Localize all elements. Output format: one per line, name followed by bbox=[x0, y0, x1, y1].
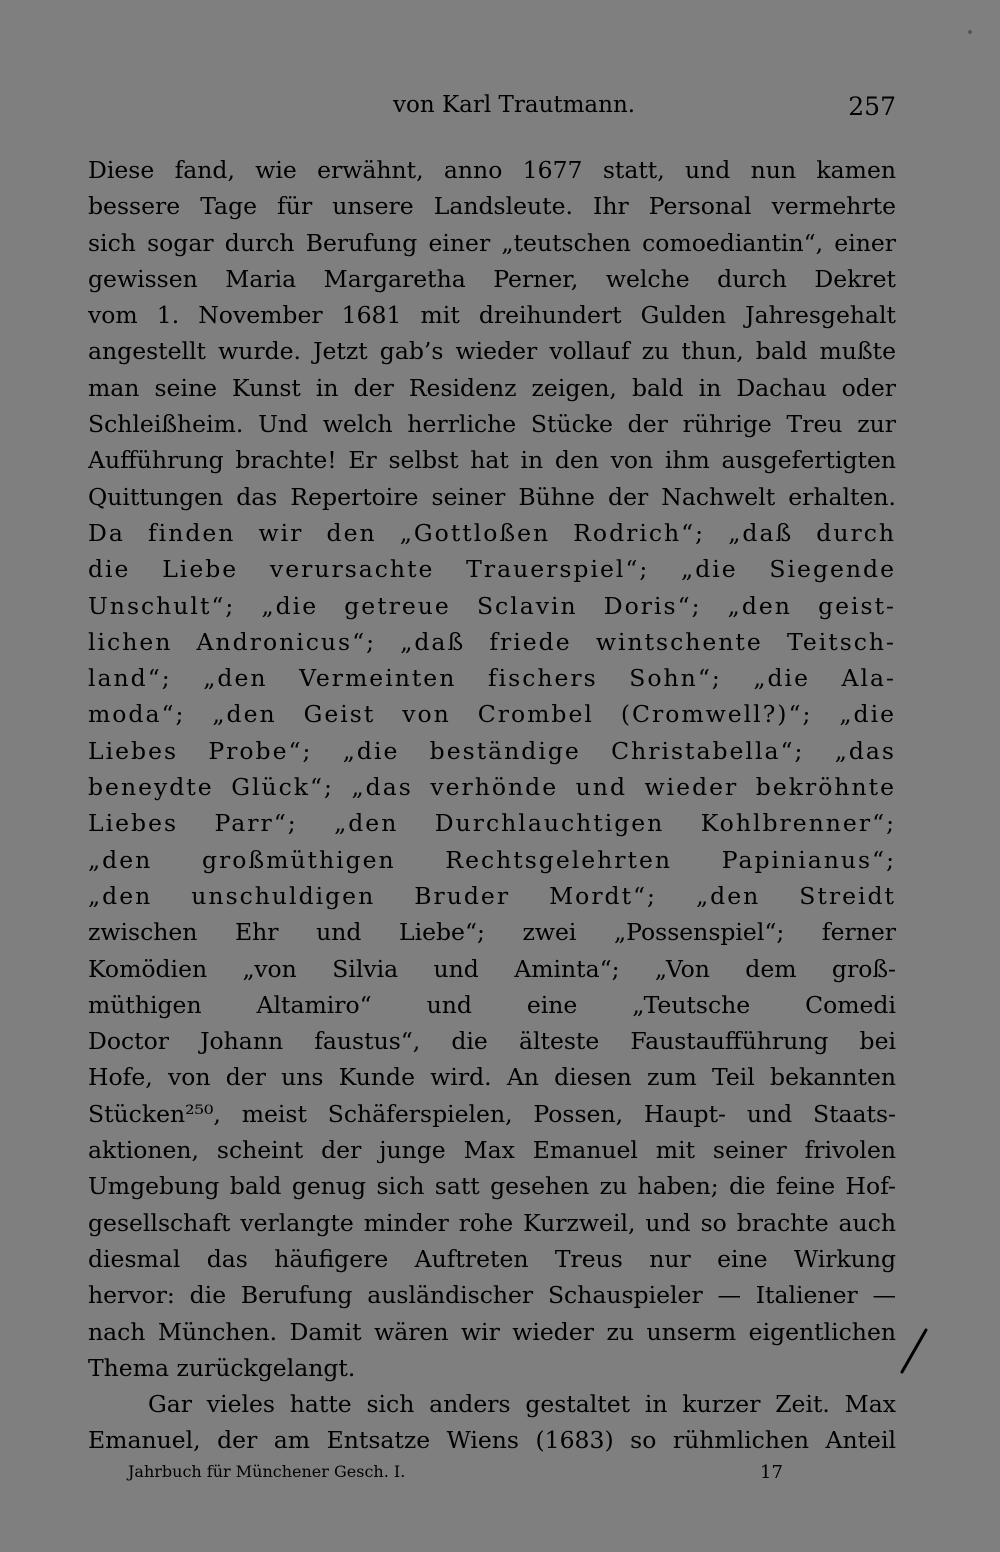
text-line: Quittungen das Repertoire seiner Bühne der Nachwelt erhalten. bbox=[88, 482, 896, 511]
running-title: von Karl Trautmann. bbox=[393, 92, 636, 118]
text-line: Liebes Parr“; „den Durchlauchtigen Kohlbrenner“; bbox=[88, 809, 896, 838]
text-line: man seine Kunst in der Residenz zeigen, bald in Dachau oder bbox=[88, 373, 896, 402]
page-footer bbox=[128, 1462, 788, 1492]
text-line: Doctor Johann faustus“, die älteste Faustaufführung bei bbox=[88, 1027, 896, 1056]
text-line: Gar vieles hatte sich anders gestaltet in kurzer Zeit. Max bbox=[148, 1390, 896, 1419]
text-line: zwischen Ehr und Liebe“; zwei „Possenspiel“; ferner bbox=[88, 918, 896, 947]
print-speck bbox=[968, 30, 972, 34]
text-line: die Liebe verursachte Trauerspiel“; „die Siegende bbox=[88, 555, 896, 584]
sheet-signature: 17 bbox=[760, 1462, 783, 1483]
text-line: Schleißheim. Und welch herrliche Stücke der rührige Treu zur bbox=[88, 410, 896, 439]
text-line: angestellt wurde. Jetzt gab’s wieder vollauf zu thun, bald mußte bbox=[88, 337, 896, 366]
page-number: 257 bbox=[848, 92, 896, 121]
text-line: hervor: die Berufung ausländischer Schauspieler — Italiener — bbox=[88, 1281, 896, 1310]
text-line: Aufführung brachte! Er selbst hat in den von ihm ausgefertigten bbox=[88, 446, 896, 475]
body-text bbox=[88, 152, 896, 1459]
text-line: „den großmüthigen Rechtsgelehrten Papinianus“; bbox=[88, 845, 896, 874]
text-line: moda“; „den Geist von Crombel (Cromwell?)“; „die bbox=[88, 700, 896, 729]
text-line: Hofe, von der uns Kunde wird. An diesen zum Teil bekannten bbox=[88, 1063, 896, 1092]
text-line: beneydte Glück“; „das verhönde und wieder bekröhnte bbox=[88, 773, 896, 802]
text-line: Liebes Probe“; „die beständige Christabella“; „das bbox=[88, 736, 896, 765]
text-line: gewissen Maria Margaretha Perner, welche durch Dekret bbox=[88, 264, 896, 293]
text-line: Unschult“; „die getreue Sclavin Doris“; „den geist- bbox=[88, 591, 896, 620]
text-line: gesellschaft verlangte minder rohe Kurzweil, und so brachte auch bbox=[88, 1208, 896, 1237]
text-line: aktionen, scheint der junge Max Emanuel mit seiner frivolen bbox=[88, 1136, 896, 1165]
text-line: lichen Andronicus“; „daß friede wintschente Teitsch- bbox=[88, 627, 896, 656]
text-line: Stücken²⁵⁰, meist Schäferspielen, Possen, Haupt- und Staats- bbox=[88, 1099, 896, 1128]
text-line: Komödien „von Silvia und Aminta“; „Von dem groß- bbox=[88, 954, 896, 983]
text-line: vom 1. November 1681 mit dreihundert Gulden Jahresgehalt bbox=[88, 301, 896, 330]
text-line: müthigen Altamiro“ und eine „Teutsche Comedi bbox=[88, 990, 896, 1019]
text-line: Thema zurückgelangt. bbox=[88, 1353, 356, 1382]
text-line: bessere Tage für unsere Landsleute. Ihr Personal vermehrte bbox=[88, 192, 896, 221]
journal-signature: Jahrbuch für Münchener Gesch. I. bbox=[128, 1462, 406, 1481]
text-line: Emanuel, der am Entsatze Wiens (1683) so rühmlichen Anteil bbox=[88, 1426, 896, 1455]
text-line: diesmal das häufigere Auftreten Treus nur eine Wirkung bbox=[88, 1244, 896, 1273]
text-line: land“; „den Vermeinten fischers Sohn“; „die Ala- bbox=[88, 664, 896, 693]
text-line: Umgebung bald genug sich satt gesehen zu haben; die feine Hof- bbox=[88, 1172, 896, 1201]
text-line: sich sogar durch Berufung einer „teutschen comoediantin“, einer bbox=[88, 228, 896, 257]
text-line: Da finden wir den „Gottloßen Rodrich“; „daß durch bbox=[88, 518, 896, 547]
pencil-slash-mark bbox=[896, 1326, 932, 1376]
text-line: nach München. Damit wären wir wieder zu unserm eigentlichen bbox=[88, 1317, 896, 1346]
text-line: „den unschuldigen Bruder Mordt“; „den Streidt bbox=[88, 881, 896, 910]
page-header bbox=[88, 92, 896, 128]
text-line: Diese fand, wie erwähnt, anno 1677 statt, und nun kamen bbox=[88, 156, 896, 184]
